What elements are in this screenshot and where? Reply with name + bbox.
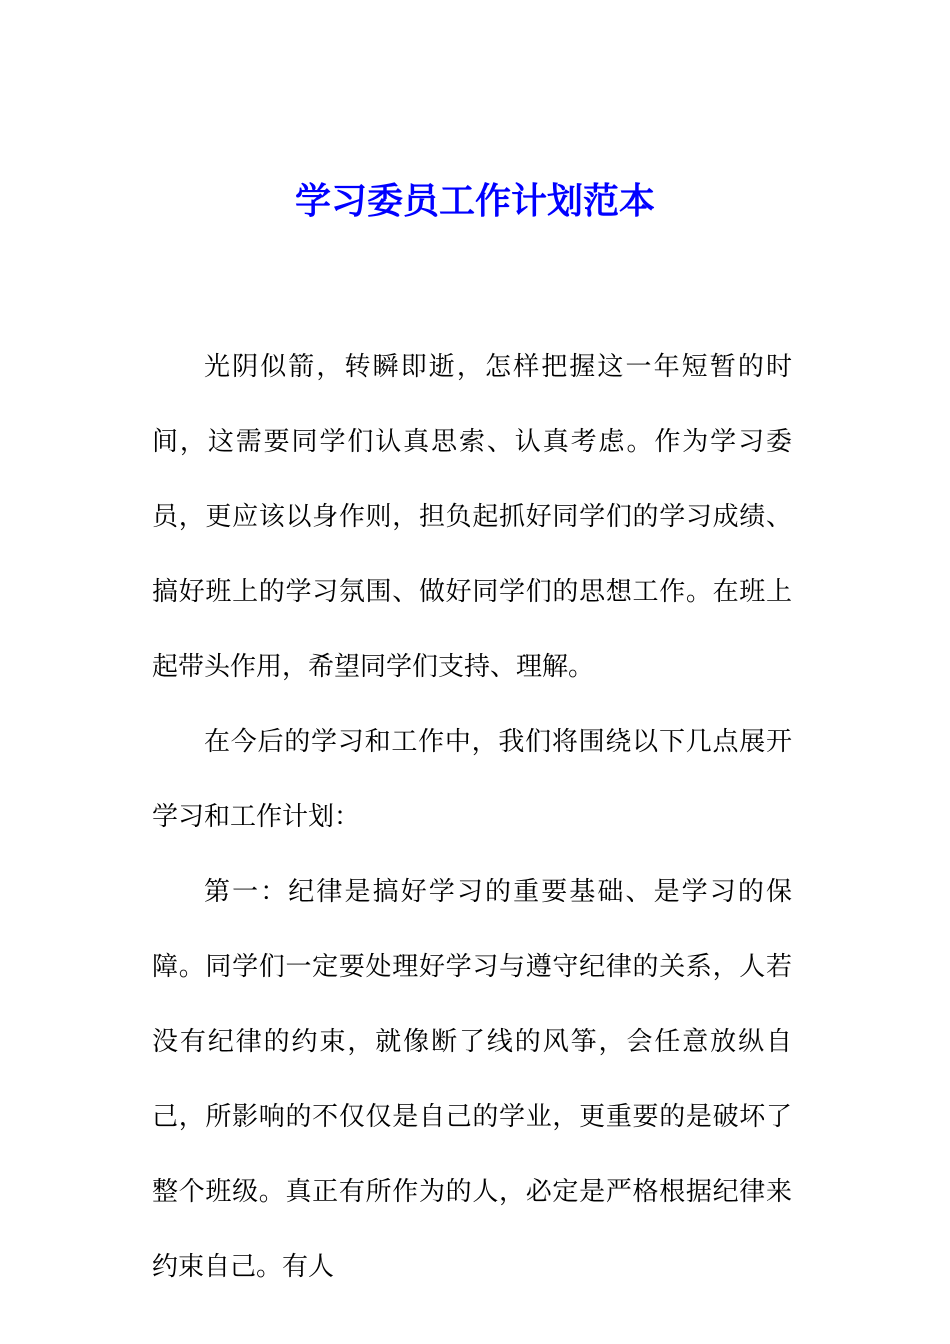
paragraph-plan-lead: 在今后的学习和工作中，我们将围绕以下几点展开学习和工作计划： xyxy=(152,727,792,832)
document-title: 学习委员工作计划范本 xyxy=(294,181,655,222)
document-body xyxy=(152,330,792,1305)
paragraph-intro: 光阴似箭，转瞬即逝，怎样把握这一年短暂的时间，这需要同学们认真思索、认真考虑。作为学习委员，更应该以身作则，担负起抓好同学们的学习成绩、搞好班上的学习氛围、做好同学们的思想工作。在班上起带头作用，希望同学们支持、理解。 xyxy=(152,352,792,682)
paragraph-point-one: 第一：纪律是搞好学习的重要基础、是学习的保障。同学们一定要处理好学习与遵守纪律的关系，人若没有纪律的约束，就像断了线的风筝，会任意放纵自己，所影响的不仅仅是自己的学业，更重要的是破坏了整个班级。真正有所作为的人，必定是严格根据纪律来约束自己。有人 xyxy=(152,877,792,1282)
